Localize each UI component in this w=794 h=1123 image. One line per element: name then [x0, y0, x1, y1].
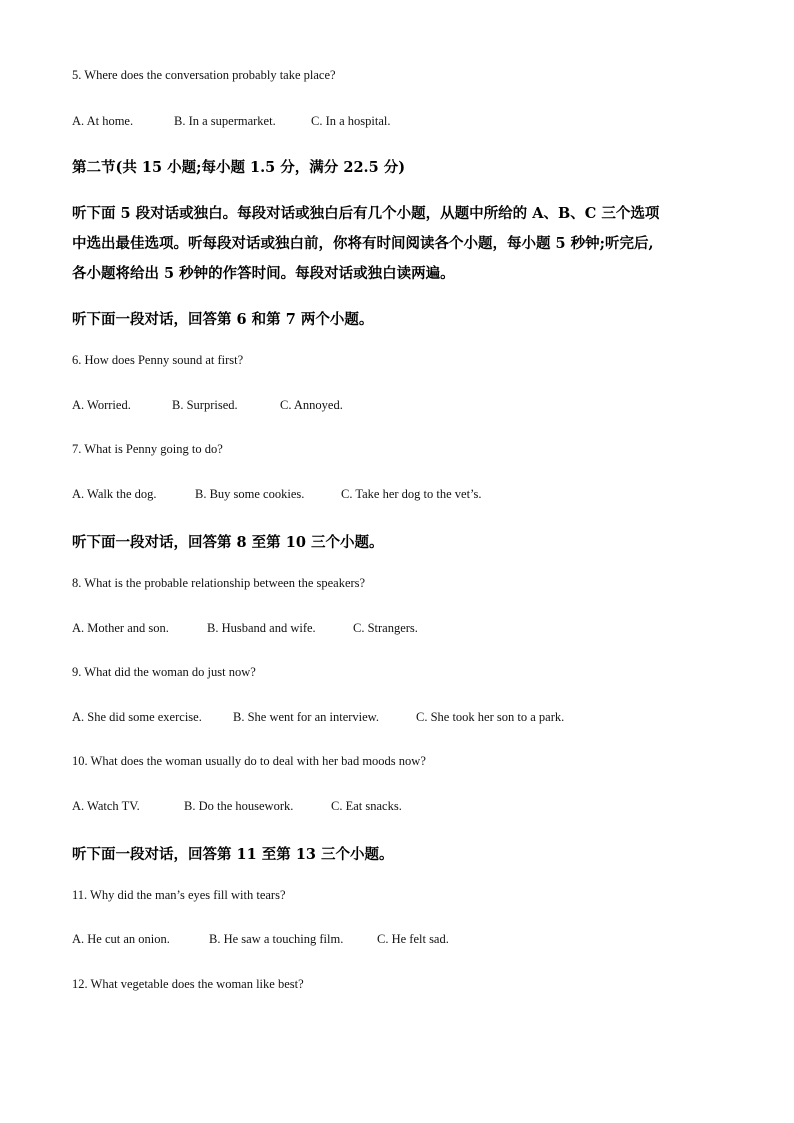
option-c: C. She took her son to a park.	[416, 710, 565, 724]
question-10: 10. What does the woman usually do to deal with her bad moods now?	[72, 754, 426, 768]
option-c: C. In a hospital.	[311, 114, 391, 128]
option-c: C. Annoyed.	[280, 398, 343, 412]
section-instructions-line: 中选出最佳选项。听每段对话或独白前，你将有时间阅读各个小题，每小题 5 秒钟;听完后,	[72, 235, 654, 252]
question-8: 8. What is the probable relationship between the speakers?	[72, 576, 366, 590]
dialogue-heading: 听下面一段对话，回答第 8 至第 10 三个小题。	[72, 534, 384, 551]
question-7: 7. What is Penny going to do?	[72, 442, 223, 456]
option-a: A. Worried.	[72, 398, 131, 412]
section-title: 第二节(共 15 小题;每小题 1.5 分，满分 22.5 分)	[72, 159, 406, 176]
option-b: B. He saw a touching film.	[209, 932, 344, 946]
question-11-options	[72, 932, 449, 947]
option-c: C. Strangers.	[353, 621, 418, 635]
question-6-options	[72, 398, 343, 413]
question-11: 11. Why did the man’s eyes fill with tears?	[72, 888, 286, 902]
option-a: A. Walk the dog.	[72, 487, 157, 501]
option-a: A. Mother and son.	[72, 621, 169, 635]
question-6: 6. How does Penny sound at first?	[72, 353, 244, 367]
option-b: B. Do the housework.	[184, 799, 294, 813]
option-b: B. In a supermarket.	[174, 114, 276, 128]
option-b: B. Surprised.	[172, 398, 238, 412]
question-12: 12. What vegetable does the woman like best?	[72, 977, 304, 991]
option-a: A. At home.	[72, 114, 134, 128]
question-9: 9. What did the woman do just now?	[72, 665, 256, 679]
dialogue-heading: 听下面一段对话，回答第 11 至第 13 三个小题。	[72, 846, 394, 863]
question-8-options	[72, 621, 418, 636]
option-c: C. Take her dog to the vet’s.	[341, 487, 482, 501]
option-c: C. Eat snacks.	[331, 799, 402, 813]
option-b: B. She went for an interview.	[233, 710, 380, 724]
section-instructions-line: 各小题将给出 5 秒钟的作答时间。每段对话或独白读两遍。	[72, 265, 455, 282]
question-9-options	[72, 710, 564, 725]
option-b: B. Husband and wife.	[207, 621, 316, 635]
option-a: A. He cut an onion.	[72, 932, 170, 946]
question-5: 5. Where does the conversation probably take place?	[72, 68, 336, 82]
option-b: B. Buy some cookies.	[195, 487, 305, 501]
option-c: C. He felt sad.	[377, 932, 449, 946]
question-5-options	[72, 114, 391, 129]
option-a: A. Watch TV.	[72, 799, 140, 813]
question-10-options	[72, 799, 402, 814]
question-7-options	[72, 487, 482, 502]
section-instructions-line: 听下面 5 段对话或独白。每段对话或独白后有几个小题，从题中所给的 A、B、C 三个选项	[72, 205, 660, 222]
option-a: A. She did some exercise.	[72, 710, 202, 724]
dialogue-heading: 听下面一段对话，回答第 6 和第 7 两个小题。	[72, 311, 374, 328]
